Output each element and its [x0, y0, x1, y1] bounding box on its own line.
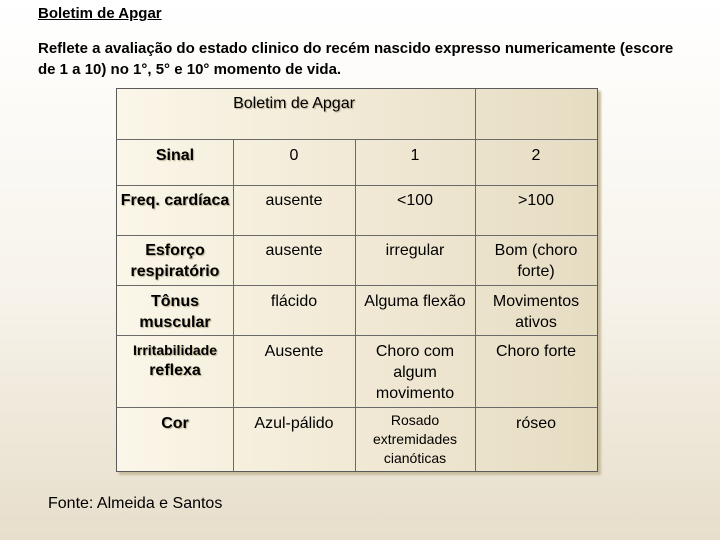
row-label-esforco-respiratorio: Esforço respiratório: [130, 242, 220, 280]
table-cell: róseo: [515, 415, 557, 432]
header-score-0: 0: [289, 147, 299, 164]
page-title: Boletim de Apgar: [38, 5, 162, 22]
row-label-cor: Cor: [161, 415, 189, 432]
row-divider: [117, 285, 597, 286]
table-caption: Boletim de Apgar: [233, 95, 355, 112]
row-divider: [117, 235, 597, 236]
header-score-1: 1: [410, 147, 420, 164]
row-divider: [117, 407, 597, 408]
table-cell: Alguma flexão: [364, 293, 466, 310]
table-cell: Choro com algum movimento: [375, 343, 455, 402]
header-score-2: 2: [531, 147, 541, 164]
source-note: Fonte: Almeida e Santos: [48, 495, 223, 512]
table-cell: ausente: [265, 242, 323, 259]
row-label-freq-cardiaca: Freq. cardíaca: [120, 192, 230, 209]
description-text: Reflete a avaliação do estado clinico do recém nascido expresso numericamente (escore de 1 a 10) no 1°, 5° e 10° momento de vida.: [38, 40, 674, 78]
row-divider: [117, 335, 597, 336]
table-cell: Rosado extremidades cianóticas: [372, 412, 458, 466]
table-cell: flácido: [270, 293, 318, 310]
row-divider: [117, 139, 597, 140]
table-cell: Ausente: [264, 343, 324, 360]
table-cell: Bom (choro forte): [494, 242, 578, 280]
row-label-tonus-muscular: Tônus muscular: [139, 293, 211, 331]
row-label-line: Irritabilidade: [132, 342, 218, 358]
apgar-table: [116, 88, 598, 472]
table-cell: Choro forte: [495, 343, 577, 360]
table-cell: >100: [517, 192, 555, 209]
table-cell: Azul-pálido: [254, 415, 334, 432]
table-cell: irregular: [385, 242, 445, 259]
row-label-line: reflexa: [149, 362, 201, 379]
table-cell: <100: [396, 192, 434, 209]
header-sinal: Sinal: [155, 147, 195, 164]
row-label-irritabilidade-reflexa: [117, 341, 233, 381]
table-cell: ausente: [265, 192, 323, 209]
row-divider: [117, 185, 597, 186]
table-cell: Movimentos ativos: [492, 293, 580, 331]
